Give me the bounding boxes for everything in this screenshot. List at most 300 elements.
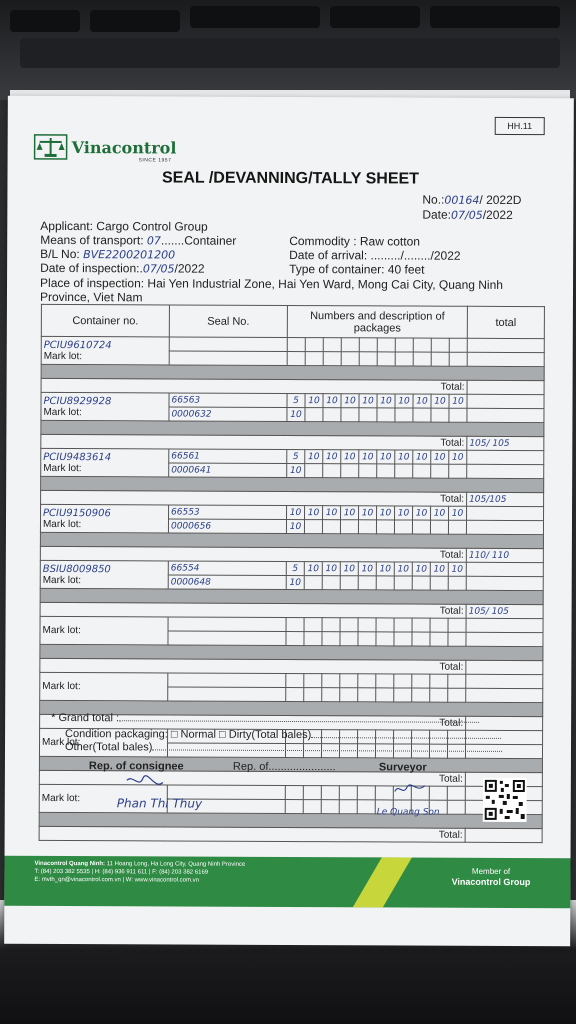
package-count-cell bbox=[449, 506, 467, 520]
package-count-cell bbox=[394, 520, 412, 534]
footer-member-line2: Vinacontrol Group bbox=[451, 876, 531, 888]
package-count-cell bbox=[395, 394, 413, 408]
package-count-cell bbox=[285, 799, 303, 813]
condition-label: Condition packaging: □ Normal □ Dirty(Total bales) bbox=[65, 728, 312, 742]
container-number: PCIU9150906 bbox=[43, 507, 111, 519]
total-value: 105/105 bbox=[469, 494, 507, 505]
row-total-cell bbox=[467, 464, 544, 478]
package-count-cell bbox=[413, 464, 431, 478]
inspect-date-value: 07/05 bbox=[142, 262, 175, 276]
package-count-cell bbox=[358, 688, 376, 702]
row-total-cell bbox=[467, 506, 544, 520]
package-count: 10 bbox=[452, 452, 464, 463]
container-number: PCIU8929928 bbox=[43, 395, 112, 407]
package-count-cell bbox=[287, 351, 305, 365]
container-cell bbox=[41, 448, 169, 477]
package-count-cell bbox=[395, 338, 413, 352]
package-count-cell bbox=[394, 618, 412, 632]
footer-phones: T: (84) 203 382 5535 | H: (84) 936 911 611 | F: (84) 203 382 6169 bbox=[34, 868, 209, 876]
package-count-cell bbox=[340, 688, 358, 702]
seal-cell bbox=[168, 561, 286, 576]
package-count-cell bbox=[395, 464, 413, 478]
table-row bbox=[41, 392, 544, 408]
package-count-cell bbox=[305, 352, 323, 366]
package-count-cell bbox=[430, 520, 448, 534]
package-count-cell bbox=[304, 520, 322, 534]
other-label: Other(Total bales) bbox=[64, 741, 153, 754]
package-count-cell bbox=[376, 562, 394, 576]
surveyor-label: Surveyor bbox=[378, 761, 427, 774]
seal-cell bbox=[168, 575, 286, 590]
package-count: 10 bbox=[415, 508, 428, 519]
package-count-cell bbox=[323, 338, 341, 352]
package-count-cell bbox=[358, 674, 376, 688]
table-row bbox=[40, 616, 543, 632]
header-container: Container no. bbox=[41, 304, 169, 337]
package-count-cell bbox=[377, 408, 395, 422]
seal-number-line2: 0000632 bbox=[171, 409, 212, 420]
total-label: Total: bbox=[440, 437, 465, 449]
total-label: Total: bbox=[438, 773, 463, 785]
package-count: 10 bbox=[362, 396, 374, 407]
package-count-cell bbox=[377, 352, 395, 366]
package-count-cell bbox=[322, 618, 340, 632]
package-count-cell bbox=[339, 800, 357, 814]
package-count-cell bbox=[323, 394, 341, 408]
package-count-cell bbox=[305, 464, 323, 478]
package-count-cell bbox=[376, 688, 394, 702]
package-count: 10 bbox=[307, 564, 320, 575]
package-count-cell bbox=[305, 408, 323, 422]
package-count-cell bbox=[321, 800, 339, 814]
package-count-cell bbox=[448, 674, 466, 688]
package-count-cell bbox=[431, 352, 449, 366]
package-count: 10 bbox=[308, 452, 320, 463]
package-count-cell bbox=[412, 520, 430, 534]
document-date bbox=[422, 208, 512, 222]
container-number: BSIU8009850 bbox=[42, 563, 111, 575]
seal-number: 66554 bbox=[170, 563, 200, 574]
seal-cell bbox=[168, 673, 286, 688]
package-count: 10 bbox=[343, 508, 356, 519]
package-count-cell bbox=[358, 618, 376, 632]
package-count-cell bbox=[304, 618, 322, 632]
mark-lot-label: Mark lot: bbox=[43, 350, 83, 362]
package-count-cell bbox=[341, 338, 359, 352]
package-count: 5 bbox=[292, 452, 299, 463]
package-count-cell bbox=[339, 786, 357, 800]
package-count-cell bbox=[412, 618, 430, 632]
package-count: 10 bbox=[343, 564, 356, 575]
table-row bbox=[40, 560, 543, 576]
package-count-cell bbox=[449, 408, 467, 422]
package-count-cell bbox=[448, 520, 466, 534]
package-count: 10 bbox=[326, 396, 338, 407]
footer-email: E: mvth_qn@vinacontrol.com.vn | W: www.vinacontrol.com.vn bbox=[34, 876, 200, 884]
package-count-cell bbox=[286, 617, 304, 631]
row-total-cell bbox=[466, 674, 543, 688]
seal-number-line2: 0000648 bbox=[170, 577, 211, 588]
package-count-cell bbox=[412, 688, 430, 702]
package-count-cell bbox=[286, 687, 304, 701]
package-count-cell bbox=[322, 576, 340, 590]
applicant: Applicant: Cargo Control Group bbox=[40, 218, 208, 234]
package-count-cell bbox=[413, 408, 431, 422]
package-count: 10 bbox=[433, 508, 446, 519]
package-count-cell bbox=[341, 394, 359, 408]
package-count-cell bbox=[286, 631, 304, 645]
row-total-cell bbox=[467, 394, 544, 408]
package-count-cell bbox=[322, 520, 340, 534]
package-count-cell bbox=[286, 561, 304, 575]
seal-cell bbox=[169, 407, 287, 422]
seal-cell bbox=[169, 505, 287, 520]
container-number: PCIU9610724 bbox=[43, 339, 112, 351]
means-value: 07 bbox=[146, 234, 161, 248]
package-count-cell bbox=[447, 786, 465, 800]
package-count-cell bbox=[448, 632, 466, 646]
package-count-cell bbox=[286, 519, 304, 533]
header-packages: Numbers and description of packages bbox=[287, 305, 467, 338]
package-count: 10 bbox=[344, 396, 356, 407]
scales-logo-icon bbox=[34, 134, 68, 160]
no-suffix: / 2022D bbox=[479, 192, 522, 208]
package-count-cell bbox=[340, 674, 358, 688]
seal-cell bbox=[168, 519, 286, 534]
package-count: 10 bbox=[326, 452, 338, 463]
form-code: HH.11 bbox=[495, 117, 545, 135]
package-count-cell bbox=[431, 394, 449, 408]
seal-cell bbox=[168, 687, 286, 702]
package-count-cell bbox=[359, 506, 377, 520]
mark-lot-label: Mark lot: bbox=[42, 574, 82, 586]
package-count-cell bbox=[287, 449, 305, 463]
package-count: 10 bbox=[290, 410, 302, 421]
bl-label: B/L No: bbox=[40, 246, 84, 262]
package-count: 10 bbox=[361, 508, 374, 519]
package-count-cell bbox=[304, 576, 322, 590]
table-row bbox=[41, 336, 544, 352]
seal-number: 66561 bbox=[171, 451, 200, 462]
container-cell bbox=[40, 672, 168, 701]
seal-cell bbox=[168, 631, 286, 646]
mark-lot-label: Mark lot: bbox=[41, 792, 81, 805]
package-count: 10 bbox=[289, 466, 302, 477]
row-total-cell bbox=[467, 352, 544, 366]
other-bales bbox=[65, 741, 502, 755]
container-number: PCIU9483614 bbox=[43, 451, 112, 463]
package-count: 10 bbox=[416, 396, 428, 407]
package-count-cell bbox=[413, 506, 431, 520]
keyboard-row bbox=[20, 38, 560, 68]
seal-cell bbox=[169, 449, 287, 464]
package-count-cell bbox=[376, 618, 394, 632]
package-count-cell bbox=[376, 576, 394, 590]
package-count: 10 bbox=[451, 564, 464, 575]
package-count-cell bbox=[340, 618, 358, 632]
footer-member-line1: Member of bbox=[471, 866, 511, 876]
package-count: 10 bbox=[452, 396, 464, 407]
total-value: 105/ 105 bbox=[469, 438, 510, 449]
package-count-cell bbox=[359, 394, 377, 408]
package-count-cell bbox=[304, 674, 322, 688]
package-count-cell bbox=[359, 352, 377, 366]
package-count: 10 bbox=[308, 396, 320, 407]
package-count-cell bbox=[287, 505, 305, 519]
grand-total-label: * Grand total : bbox=[51, 711, 120, 725]
package-count: 10 bbox=[379, 564, 392, 575]
total-value-cell bbox=[465, 828, 542, 842]
package-count-cell bbox=[376, 520, 394, 534]
date-of-inspection bbox=[40, 261, 205, 276]
container-cell bbox=[41, 392, 169, 421]
keyboard-key bbox=[330, 6, 420, 28]
package-count-cell bbox=[286, 673, 304, 687]
package-count: 10 bbox=[451, 508, 464, 519]
package-count-cell bbox=[431, 408, 449, 422]
package-count-cell bbox=[287, 407, 305, 421]
total-value: 110/ 110 bbox=[468, 550, 510, 561]
package-count-cell bbox=[448, 618, 466, 632]
inspect-date-suffix: /2022 bbox=[174, 261, 205, 276]
container-cell bbox=[40, 616, 168, 645]
dotted-line bbox=[119, 712, 479, 723]
package-count-cell bbox=[412, 632, 430, 646]
surveyor-signature: Le Quang Son bbox=[376, 807, 440, 818]
package-count-cell bbox=[340, 632, 358, 646]
means-of-transport bbox=[40, 233, 236, 248]
total-label: Total: bbox=[439, 605, 464, 617]
seal-cell bbox=[168, 617, 286, 632]
package-count-cell bbox=[394, 632, 412, 646]
package-count-cell bbox=[377, 506, 395, 520]
total-value-cell bbox=[466, 604, 543, 618]
package-count-cell bbox=[359, 338, 377, 352]
commodity: Commodity : Raw cotton bbox=[289, 233, 420, 249]
table-row bbox=[40, 672, 543, 688]
package-count: 10 bbox=[289, 522, 302, 533]
package-count: 10 bbox=[398, 396, 410, 407]
total-value-cell bbox=[467, 380, 544, 394]
consignee-signature-mark bbox=[125, 774, 165, 794]
keyboard-key bbox=[10, 10, 80, 32]
keyboard-key bbox=[190, 6, 320, 28]
package-count-cell bbox=[413, 394, 431, 408]
package-count-cell bbox=[359, 464, 377, 478]
package-count: 10 bbox=[289, 508, 302, 519]
package-count-cell bbox=[430, 562, 448, 576]
package-count-cell bbox=[448, 688, 466, 702]
inspect-date-label: Date of inspection:. bbox=[40, 260, 143, 276]
package-count-cell bbox=[340, 562, 358, 576]
package-count-cell bbox=[375, 786, 393, 800]
logo-text: Vinacontrol bbox=[71, 137, 177, 158]
package-count-cell bbox=[285, 785, 303, 799]
total-label-cell bbox=[39, 826, 465, 842]
package-count-cell bbox=[359, 450, 377, 464]
package-count-cell bbox=[376, 632, 394, 646]
package-count: 10 bbox=[416, 452, 428, 463]
package-count: 5 bbox=[292, 564, 299, 575]
seal-number: 66553 bbox=[171, 507, 200, 518]
package-count-cell bbox=[287, 393, 305, 407]
document-number bbox=[422, 193, 521, 207]
package-count-cell bbox=[341, 352, 359, 366]
package-count-cell bbox=[395, 506, 413, 520]
package-count-cell bbox=[287, 463, 305, 477]
package-count-cell bbox=[430, 688, 448, 702]
package-count-cell bbox=[359, 408, 377, 422]
package-count-cell bbox=[413, 352, 431, 366]
total-value-cell bbox=[467, 492, 544, 506]
container-cell bbox=[41, 336, 169, 365]
package-count-cell bbox=[430, 632, 448, 646]
seal-number-line2: 0000641 bbox=[171, 465, 212, 476]
package-count: 10 bbox=[380, 396, 392, 407]
seal-cell bbox=[169, 337, 287, 352]
package-count: 5 bbox=[293, 396, 299, 407]
package-count-cell bbox=[304, 562, 322, 576]
package-count-cell bbox=[431, 464, 449, 478]
row-total-cell bbox=[466, 576, 543, 590]
package-count-cell bbox=[322, 674, 340, 688]
logo-since: SINCE 1957 bbox=[138, 157, 172, 164]
package-count-cell bbox=[412, 562, 430, 576]
surveyor-signature-mark bbox=[393, 781, 427, 797]
package-count-cell bbox=[413, 338, 431, 352]
package-count: 10 bbox=[415, 564, 428, 575]
package-count-cell bbox=[395, 450, 413, 464]
row-total-cell bbox=[466, 520, 543, 534]
bl-value: BVE2200201200 bbox=[83, 248, 176, 262]
total-label: Total: bbox=[440, 381, 465, 393]
container-type: Type of container: 40 feet bbox=[289, 261, 425, 277]
package-count-cell bbox=[357, 786, 375, 800]
package-count-cell bbox=[430, 674, 448, 688]
rep-consignee-label: Rep. of consignee bbox=[88, 760, 184, 773]
container-cell bbox=[40, 560, 168, 589]
row-total-cell bbox=[466, 562, 543, 576]
package-count-cell bbox=[304, 688, 322, 702]
footer-accent-stripe bbox=[341, 856, 418, 908]
package-count-cell bbox=[341, 506, 359, 520]
package-count-cell bbox=[376, 674, 394, 688]
mark-lot-label: Mark lot: bbox=[42, 736, 81, 749]
package-count-cell bbox=[303, 786, 321, 800]
package-count-cell bbox=[449, 450, 467, 464]
row-total-cell bbox=[467, 408, 544, 422]
package-count-cell bbox=[322, 688, 340, 702]
date-value: 07/05 bbox=[450, 208, 483, 222]
total-label: Total: bbox=[439, 549, 464, 561]
total-label: Total: bbox=[438, 829, 463, 841]
package-count: 10 bbox=[325, 564, 338, 575]
total-row bbox=[39, 826, 542, 842]
package-count-cell bbox=[358, 632, 376, 646]
package-count-cell bbox=[340, 520, 358, 534]
package-count-cell bbox=[305, 338, 323, 352]
table-row bbox=[39, 784, 542, 800]
package-count-cell bbox=[323, 464, 341, 478]
condition-packaging bbox=[65, 728, 501, 742]
package-count: 10 bbox=[307, 508, 320, 519]
row-total-cell bbox=[466, 688, 543, 702]
footer-member bbox=[452, 866, 531, 888]
table-row bbox=[41, 504, 544, 520]
mark-lot-label: Mark lot: bbox=[42, 624, 81, 637]
package-count: 10 bbox=[361, 564, 374, 575]
package-count-cell bbox=[341, 408, 359, 422]
seal-number-line2: 0000656 bbox=[170, 521, 212, 532]
table-header-row bbox=[41, 304, 544, 338]
row-total-cell bbox=[466, 618, 543, 632]
package-count: 10 bbox=[433, 564, 446, 575]
package-count-cell bbox=[322, 632, 340, 646]
footer-contact bbox=[34, 860, 245, 885]
package-count: 10 bbox=[434, 452, 446, 463]
package-count-cell bbox=[447, 800, 465, 814]
tally-sheet bbox=[4, 96, 574, 946]
package-count-cell bbox=[358, 562, 376, 576]
header-seal: Seal No. bbox=[169, 305, 287, 338]
package-count-cell bbox=[323, 352, 341, 366]
package-count: 10 bbox=[344, 452, 356, 463]
qr-code-icon bbox=[483, 778, 527, 822]
package-count-cell bbox=[358, 576, 376, 590]
package-count-cell bbox=[449, 464, 467, 478]
date-of-arrival: Date of arrival: ........./......../2022 bbox=[289, 247, 461, 263]
dotted-line bbox=[311, 729, 501, 739]
package-count: 10 bbox=[398, 452, 410, 463]
bl-number bbox=[40, 247, 175, 262]
seal-cell bbox=[169, 463, 287, 478]
package-count-cell bbox=[431, 450, 449, 464]
mark-lot-label: Mark lot: bbox=[42, 680, 81, 693]
package-count-cell bbox=[323, 408, 341, 422]
row-total-cell bbox=[467, 338, 544, 352]
package-count: 10 bbox=[325, 508, 338, 519]
keyboard-key bbox=[430, 6, 560, 28]
table-row bbox=[41, 448, 544, 464]
package-count-cell bbox=[412, 576, 430, 590]
package-count-cell bbox=[377, 450, 395, 464]
package-count-cell bbox=[377, 464, 395, 478]
package-count-cell bbox=[394, 562, 412, 576]
package-count-cell bbox=[303, 800, 321, 814]
package-count-cell bbox=[322, 562, 340, 576]
package-count-cell bbox=[412, 674, 430, 688]
mark-lot-label: Mark lot: bbox=[42, 518, 82, 530]
package-count-cell bbox=[377, 394, 395, 408]
package-count-cell bbox=[449, 352, 467, 366]
package-count-cell bbox=[377, 338, 395, 352]
place-of-inspection-cont: Province, Viet Nam bbox=[39, 289, 143, 305]
keyboard-key bbox=[90, 10, 180, 32]
no-value: 00164 bbox=[444, 193, 480, 207]
package-count: 10 bbox=[289, 578, 301, 589]
container-cell bbox=[40, 504, 168, 533]
package-count: 10 bbox=[380, 452, 392, 463]
total-value-cell bbox=[466, 548, 543, 562]
package-count-cell bbox=[395, 408, 413, 422]
package-count: 10 bbox=[362, 452, 374, 463]
place-of-inspection: Place of inspection: Hai Yen Industrial Zone, Hai Yen Ward, Mong Cai City, Quang Ninh bbox=[40, 275, 504, 292]
package-count-cell bbox=[341, 450, 359, 464]
page-title: SEAL /DEVANNING/TALLY SHEET bbox=[161, 169, 419, 188]
package-count-cell bbox=[394, 674, 412, 688]
package-count: 10 bbox=[397, 508, 410, 519]
no-label: No.: bbox=[422, 192, 445, 207]
